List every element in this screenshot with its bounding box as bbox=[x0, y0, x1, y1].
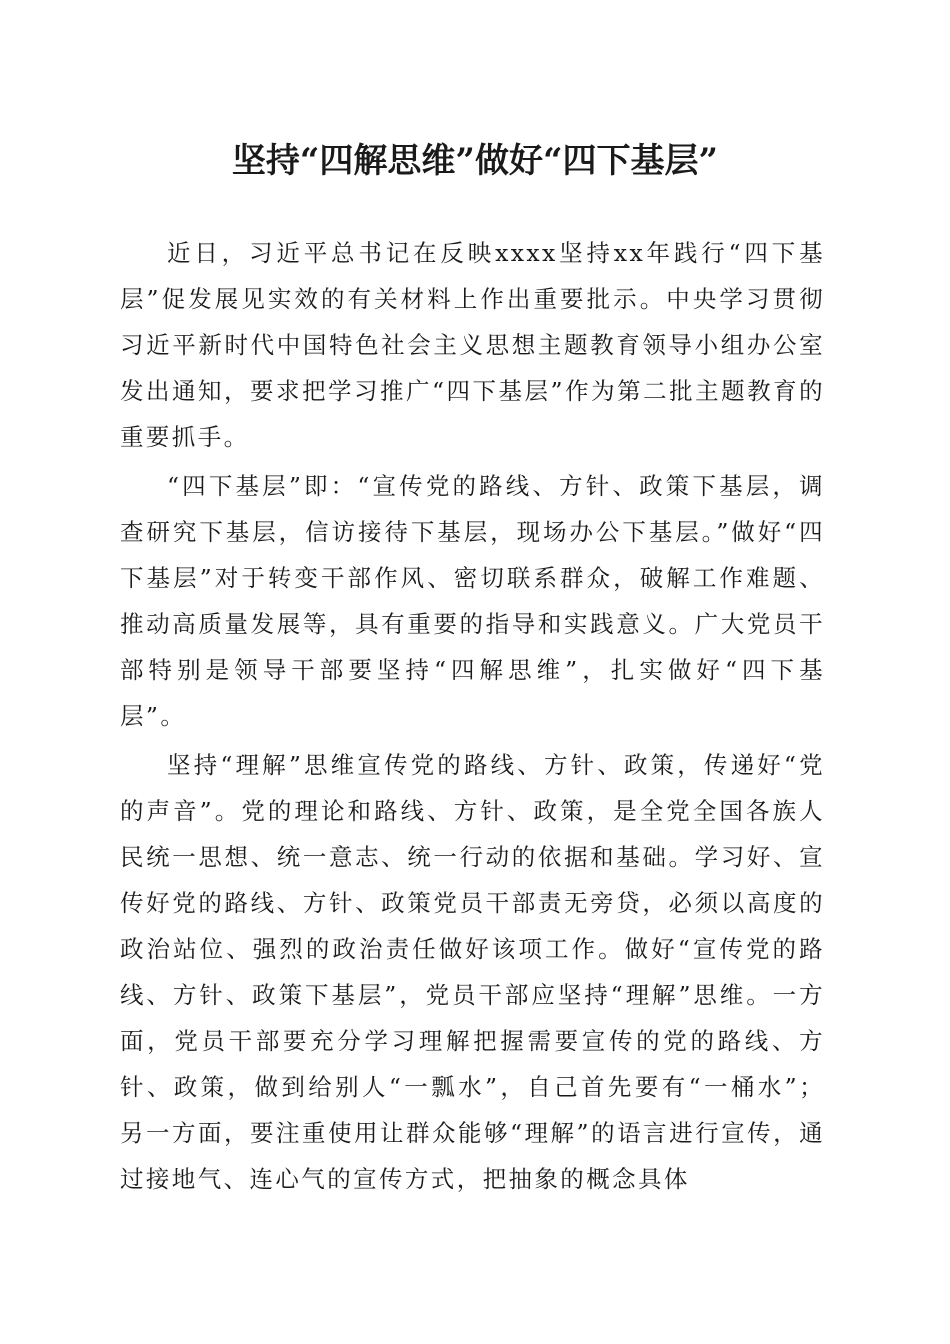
paragraph-3: 坚持“理解”思维宣传党的路线、方针、政策，传递好“党的声音”。党的理论和路线、方针、政策，是全党全国各族人民统一思想、统一意志、统一行动的依据和基础。学习好、宣传好党的路线、方针、政策党员干部责无旁贷，必须以高度的政治站位、强烈的政治责任做好该项工作。做好“宣传党的路线、方针、政策下基层”，党员干部应坚持“理解”思维。一方面，党员干部要充分学习理解把握需要宣传的党的路线、方针、政策，做到给别人“一瓢水”，自己首先要有“一桶水”；另一方面，要注重使用让群众能够“理解”的语言进行宣传，通过接地气、连心气的宣传方式，把抽象的概念具体 bbox=[120, 751, 825, 1193]
paragraph-1: 近日，习近平总书记在反映xxxx坚持xx年践行“四下基层”促发展见实效的有关材料上作出重要批示。中央学习贯彻习近平新时代中国特色社会主义思想主题教育领导小组办公室发出通知，要求把学习推广“四下基层”作为第二批主题教育的重要抓手。 bbox=[120, 239, 825, 451]
document-title: 坚持“四解思维”做好“四下基层” bbox=[231, 141, 719, 181]
paragraph-2: “四下基层”即：“宣传党的路线、方针、政策下基层，调查研究下基层，信访接待下基层，现场办公下基层。”做好“四下基层”对于转变干部作风、密切联系群众，破解工作难题、推动高质量发展等，具有重要的指导和实践意义。广大党员干部特别是领导干部要坚持“四解思维”，扎实做好“四下基层”。 bbox=[120, 472, 825, 730]
document-body bbox=[120, 230, 825, 1205]
